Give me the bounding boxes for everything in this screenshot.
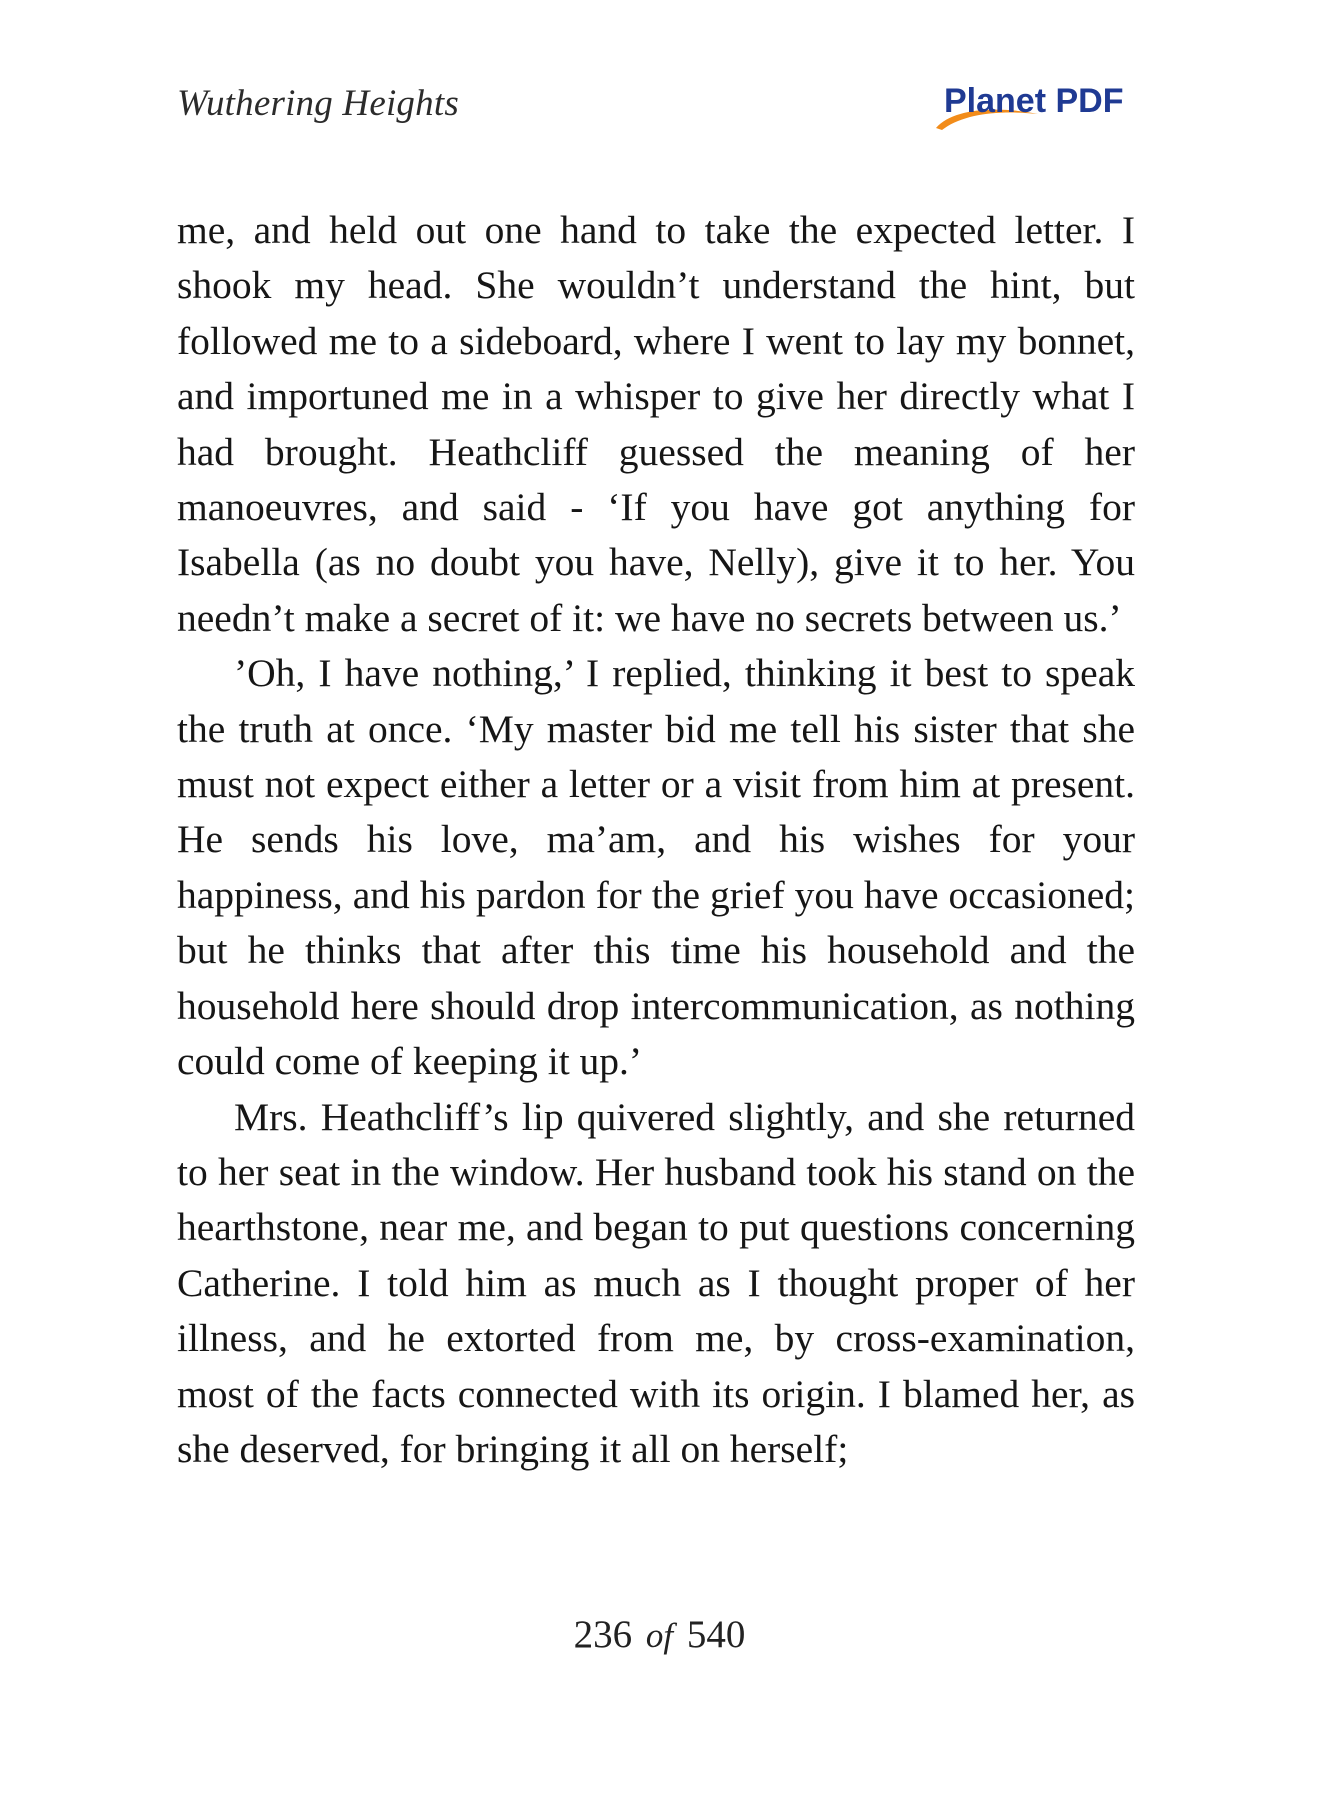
- paragraph-2: ’Oh, I have nothing,’ I replied, thinking it best to speak the truth at once. ‘My master bid me tell his sister that she must not expect either a letter or a visit from him at present. He sends his love, ma’am, and his wishes for your happiness, and his pardon for the grief you have occasioned; but he thinks that after this time his household and the household here should drop intercommunication, as nothing could come of keeping it up.’: [177, 651, 1135, 1084]
- planet-pdf-logo: [928, 78, 1138, 136]
- book-title: Wuthering Heights: [177, 83, 459, 124]
- current-page: 236: [573, 1613, 633, 1656]
- of-label: of: [645, 1616, 674, 1655]
- page-number: [0, 1612, 1319, 1657]
- total-pages: 540: [686, 1613, 746, 1656]
- paragraph-3: Mrs. Heathcliff’s lip quivered slightly, and she returned to her seat in the window. Her husband took his stand on the hearthstone, near me, and began to put questions concerning Catherine. I told him as much as I thought proper of her illness, and he extorted from me, by cross-examination, most of the facts connected with its origin. I blamed her, as she deserved, for bringing it all on herself;: [177, 1094, 1135, 1471]
- page-body: [177, 203, 1135, 1477]
- logo-text: Planet PDF: [944, 82, 1124, 120]
- paragraph-1: me, and held out one hand to take the expected letter. I shook my head. She wouldn’t understand the hint, but followed me to a sideboard, where I went to lay my bonnet, and importuned me in a whisper to give her directly what I had brought. Heathcliff guessed the meaning of her manoeuvres, and said - ‘If you have got anything for Isabella (as no doubt you have, Nelly), give it to her. You needn’t make a secret of it: we have no secrets between us.’: [177, 208, 1135, 640]
